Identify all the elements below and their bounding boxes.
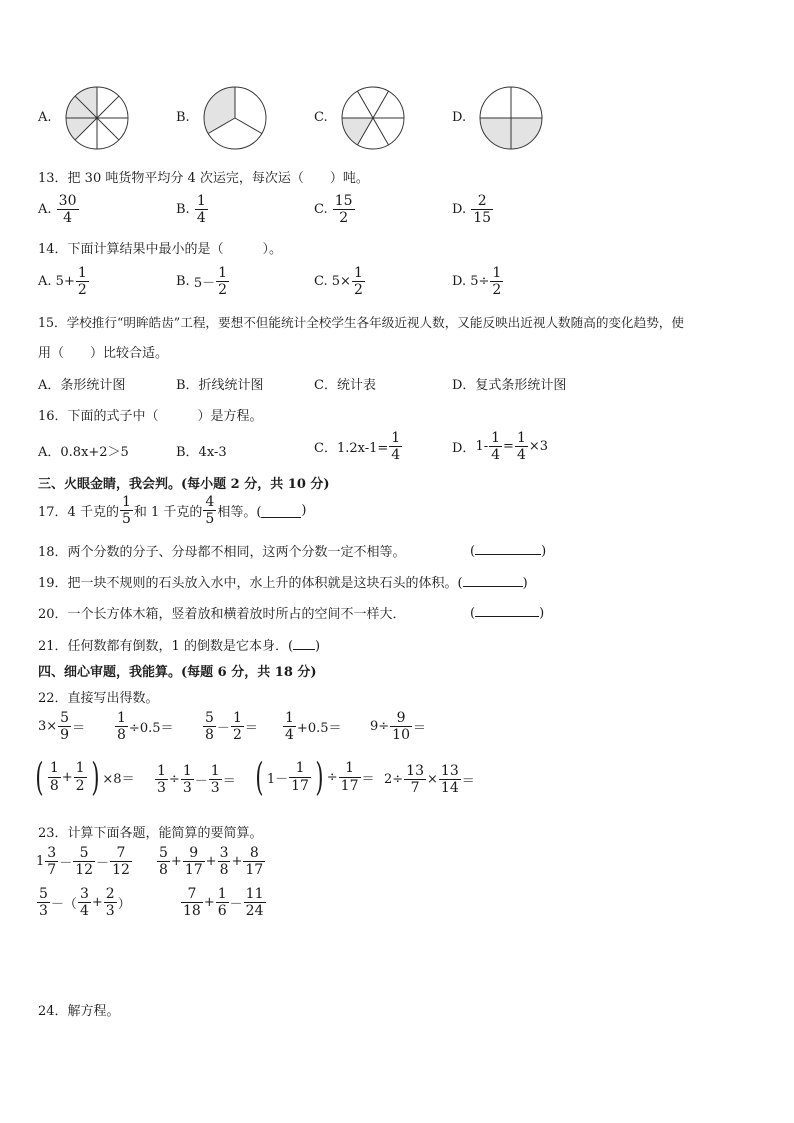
q15-stem-line2: 用（ ）比较合适。 (38, 346, 169, 361)
q17-answer-blank[interactable] (261, 504, 301, 518)
q15-option-b: B．折线统计图 (176, 378, 264, 393)
q22-expr-3: $\frac{5}{8}$ － $\frac{1}{2}$ ＝ (205, 710, 258, 744)
q12-option-a-figure (64, 85, 130, 151)
q22-expr-1: 3× $\frac{5}{9}$ ＝ (38, 710, 86, 744)
q22-expr-2: $\frac{1}{8}$ ÷0.5＝ (117, 710, 174, 744)
q15-stem-line1: 15．学校推行“明眸皓齿”工程，要想不但能统计全校学生各年级近视人数，又能反映出近视人数随高的变化趋势，使 (38, 315, 684, 330)
q18-answer: ( ) (470, 541, 546, 559)
q20-answer-blank[interactable] (475, 603, 539, 617)
section-3-title: 三、火眼金睛，我会判。(每小题 2 分，共 10 分) (38, 477, 330, 492)
q23-expr-1: 1 $\frac{3}{7}$ － $\frac{5}{12}$ － $\frac{7}{12}$ (36, 845, 130, 879)
q21: 21．任何数都有倒数，1 的倒数是它本身．( ) (38, 635, 320, 654)
q13-option-a: A. $\frac{30}{4}$ (38, 193, 77, 227)
q23-expr-2: $\frac{5}{8}$ + $\frac{9}{17}$ + $\frac{3}{8}$ + $\frac{8}{17}$ (159, 845, 264, 879)
q20-text: 20．一个长方体木箱，竖着放和横着放时所占的空间不一样大． (38, 607, 406, 622)
q12-option-a-label: A. (38, 110, 52, 125)
q22-expr-5: 9÷ $\frac{9}{10}$ ＝ (370, 710, 427, 744)
q23-expr-3: $\frac{5}{3}$ －（ $\frac{3}{4}$ + $\frac{2}{3}$ ） (39, 886, 131, 920)
q22-stem: 22．直接写出得数。 (38, 691, 159, 706)
q23-stem: 23．计算下面各题，能简算的要简算。 (38, 826, 263, 841)
q20-answer: ( ) (470, 603, 544, 621)
q19: 19．把一块不规则的石头放入水中，水上升的体积就是这块石头的体积。( ) (38, 572, 528, 591)
q12-option-c-figure (340, 85, 406, 151)
q18-text: 18．两个分数的分子、分母都不相同，这两个分数一定不相等。 (38, 545, 406, 560)
q16-option-b: B．4x-3 (176, 445, 227, 460)
q13-option-b: B. $\frac{1}{4}$ (176, 193, 206, 227)
q14-stem: 14．下面计算结果中最小的是（ ）。 (38, 242, 283, 257)
q22-expr-8: ( 1－ $\frac{1}{17}$ ) ÷ $\frac{1}{17}$ ＝ (255, 755, 375, 799)
q16-option-d: D．1- $\frac{1}{4}$ = $\frac{1}{4}$ ×3 (452, 430, 549, 464)
q16-stem: 16．下面的式子中（ ）是方程。 (38, 409, 263, 424)
q15-option-d: D．复式条形统计图 (452, 378, 567, 393)
q15-option-c: C．统计表 (314, 378, 376, 393)
section-4-title: 四、细心审题，我能算。(每题 6 分，共 18 分) (38, 665, 317, 680)
q22-expr-6: ( $\frac{1}{8}$ + $\frac{1}{2}$ ) ×8＝ (35, 755, 135, 799)
q13-option-c: C. $\frac{15}{2}$ (314, 193, 353, 227)
q14-option-b: B. 5－ $\frac{1}{2}$ (176, 265, 228, 299)
q21-answer-blank[interactable] (293, 636, 315, 650)
q22-expr-7: $\frac{1}{3}$ ÷ $\frac{1}{3}$ － $\frac{1}{3}$ ＝ (157, 763, 236, 797)
q19-answer-blank[interactable] (463, 573, 523, 587)
q23-expr-4: $\frac{7}{18}$ + $\frac{1}{6}$ － $\frac{11}{24}$ (183, 886, 264, 920)
q14-option-c: C. 5× $\frac{1}{2}$ (314, 265, 363, 299)
q12-option-d-label: D. (452, 110, 467, 125)
q24-stem: 24．解方程。 (38, 1004, 120, 1019)
q16-option-c: C．1.2x-1= $\frac{1}{4}$ (314, 430, 401, 464)
q12-option-b-figure (202, 85, 268, 151)
q17: 17．4 千克的 $\frac{1}{5}$ 和 1 千克的 $\frac{4}{5}$ 相等。( ) (38, 494, 307, 528)
q18-answer-blank[interactable] (475, 541, 541, 555)
q15-option-a: A．条形统计图 (38, 378, 126, 393)
q12-option-b-label: B. (176, 110, 190, 125)
q14-option-a: A. 5+ $\frac{1}{2}$ (38, 265, 87, 299)
q13-stem: 13．把 30 吨货物平均分 4 次运完，每次运（ ）吨。 (38, 171, 369, 186)
q12-option-c-label: C. (314, 110, 328, 125)
q13-option-d: D. $\frac{2}{15}$ (452, 193, 492, 227)
q22-expr-9: 2÷ $\frac{13}{7}$ × $\frac{13}{14}$ ＝ (384, 763, 475, 797)
q22-expr-4: $\frac{1}{4}$ +0.5＝ (285, 710, 342, 744)
q16-option-a: A．0.8x+2＞5 (38, 445, 129, 460)
q12-option-d-figure (478, 85, 544, 151)
q14-option-d: D. 5÷ $\frac{1}{2}$ (452, 265, 502, 299)
